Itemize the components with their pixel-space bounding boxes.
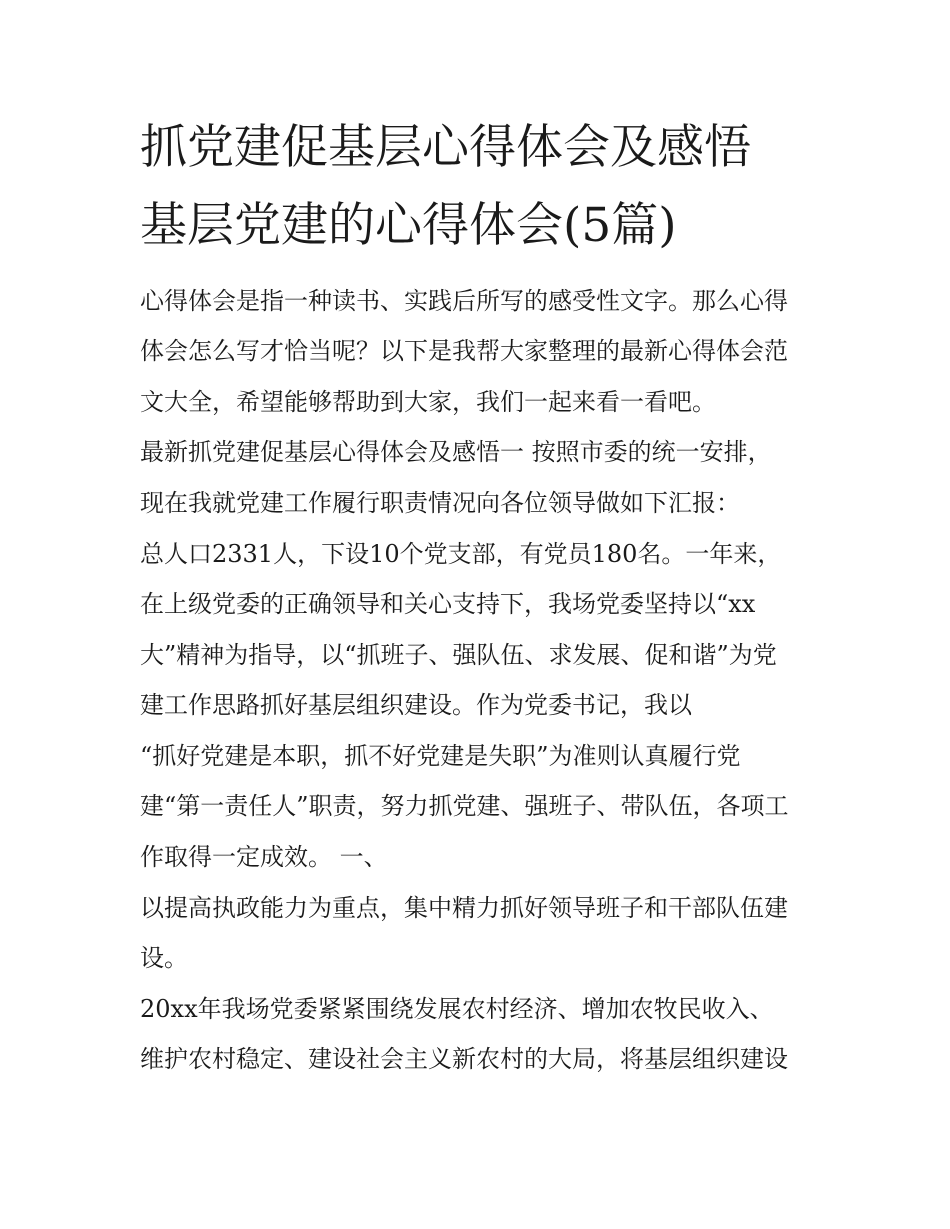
body-line-2: 体会怎么写才恰当呢？以下是我帮大家整理的最新心得体会范 [140, 337, 788, 365]
body-line-9: 建工作思路抓好基层组织建设。作为党委书记，我以 [140, 691, 692, 719]
body-line-10: “抓好党建是本职，抓不好党建是失职”为准则认真履行党 [140, 742, 741, 770]
body-line-7: 在上级党委的正确领导和关心支持下，我场党委坚持以“xx [140, 590, 756, 618]
body-line-5: 现在我就党建工作履行职责情况向各位领导做如下汇报： [140, 489, 740, 517]
document-title-line-2: 基层党建的心得体会(5篇) [140, 198, 677, 253]
body-line-4: 最新抓党建促基层心得体会及感悟一 按照市委的统一安排， [140, 438, 772, 466]
body-line-3: 文大全，希望能够帮助到大家，我们一起来看一看吧。 [140, 388, 716, 416]
document-title-line-1: 抓党建促基层心得体会及感悟 [140, 120, 751, 175]
body-line-13: 以提高执政能力为重点，集中精力抓好领导班子和干部队伍建 [140, 894, 788, 922]
body-line-6: 总人口2331人，下设10个党支部，有党员180名。一年来， [140, 540, 782, 568]
body-line-1: 心得体会是指一种读书、实践后所写的感受性文字。那么心得 [140, 287, 788, 315]
body-line-15: 20xx年我场党委紧紧围绕发展农村经济、增加农牧民收入、 [140, 995, 774, 1023]
body-line-8: 大”精神为指导，以“抓班子、强队伍、求发展、促和谐”为党 [140, 641, 777, 669]
body-line-14: 设。 [140, 944, 188, 972]
body-line-16: 维护农村稳定、建设社会主义新农村的大局，将基层组织建设 [140, 1045, 788, 1073]
body-line-12: 作取得一定成效。 一、 [140, 843, 388, 871]
body-line-11: 建“第一责任人”职责，努力抓党建、强班子、带队伍，各项工 [140, 792, 789, 820]
